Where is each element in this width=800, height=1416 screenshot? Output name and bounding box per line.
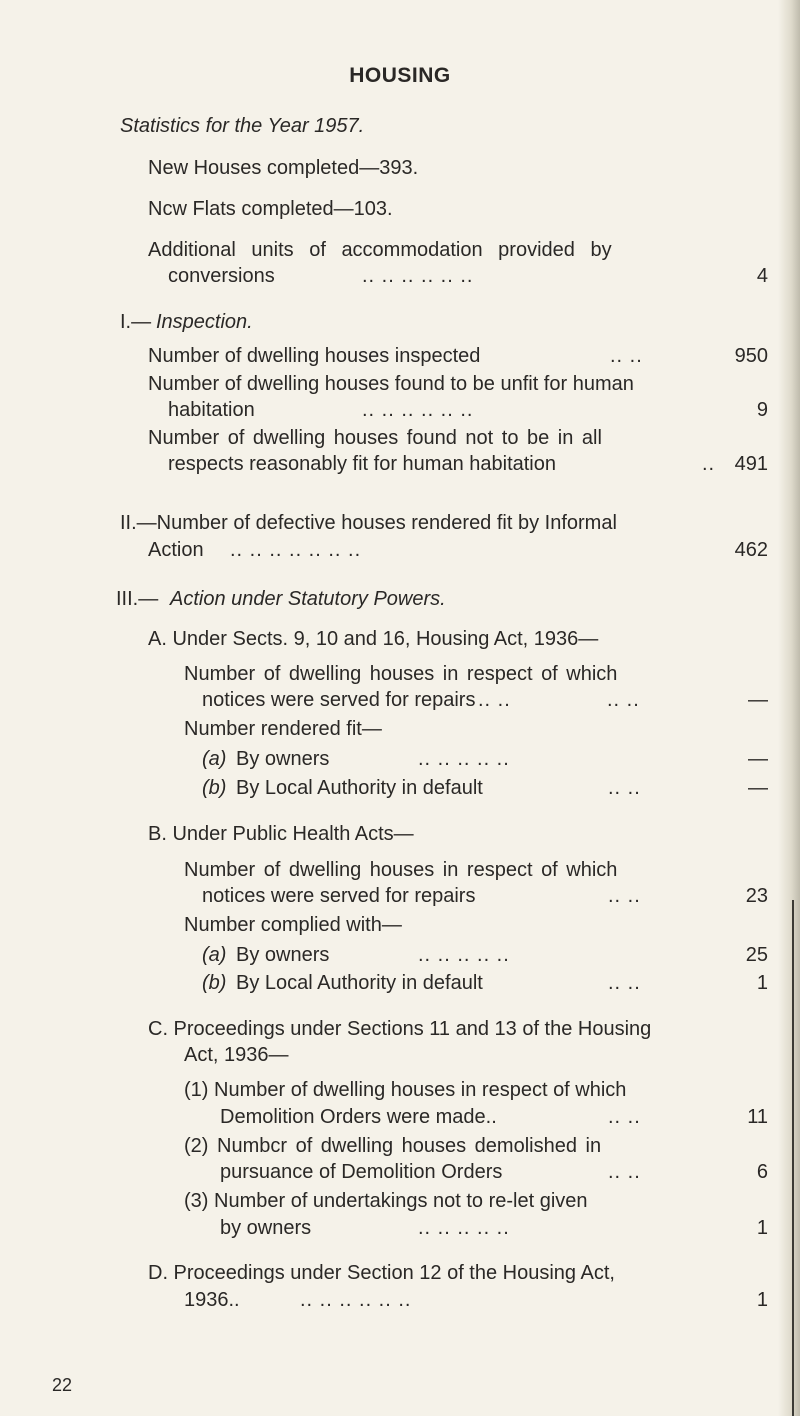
a-la-label: By Local Authority in default <box>236 777 483 799</box>
leader-dots: .. .. .. .. .. .. <box>362 265 474 287</box>
c3-text-2: by owners <box>220 1217 312 1239</box>
leader-dots: .. .. .. .. .. <box>418 944 510 966</box>
b-la-value: 1 <box>756 972 768 994</box>
inspection-heading: Inspection. <box>156 311 253 333</box>
c3-line-2 <box>0 1213 768 1243</box>
c3-value: 1 <box>756 1217 768 1239</box>
new-houses: New Houses completed—393. <box>148 157 419 179</box>
stats-heading-line <box>0 111 768 141</box>
unfit-value: 9 <box>756 399 768 421</box>
notfit-text-1: Number of dwelling houses found not to be in all <box>148 427 602 449</box>
c1-text-1: (1) Number of dwelling houses in respect of which <box>184 1079 627 1101</box>
leader-dots: .. .. <box>608 777 641 799</box>
leader-dots: .. .. <box>608 972 641 994</box>
b-owners-letter: (a) <box>202 944 227 966</box>
informal-text-1: II.—Number of defective houses rendered fit by Informal <box>120 512 617 534</box>
inspection-heading-line <box>0 307 768 337</box>
d-line-2 <box>0 1285 768 1315</box>
a-owners-letter: (a) <box>202 748 227 770</box>
page-number: 22 <box>52 1375 73 1395</box>
new-houses-line <box>0 153 768 183</box>
c-heading-text-2: Act, 1936— <box>184 1044 289 1066</box>
b-complied-label: Number complied with— <box>184 914 402 936</box>
a-heading-line <box>0 624 768 654</box>
notfit-text-2: respects reasonably fit for human habitation <box>168 453 556 475</box>
a-heading: A. Under Sects. 9, 10 and 16, Housing Act, 1936— <box>148 628 599 650</box>
b-heading: B. Under Public Health Acts— <box>148 823 414 845</box>
c-heading-text-1: C. Proceedings under Sections 11 and 13 of the Housing <box>148 1018 652 1040</box>
leader-dots-single: .. <box>702 453 716 475</box>
c-heading-line-2 <box>0 1040 768 1070</box>
notfit-value: 491 <box>734 453 768 475</box>
a-la-letter: (b) <box>202 777 227 799</box>
statutory-heading-num: III.— <box>116 588 159 610</box>
statutory-heading: Action under Statutory Powers. <box>170 588 446 610</box>
b-la-line <box>0 968 768 998</box>
leader-dots: .. .. <box>478 689 511 711</box>
stats-heading: Statistics for the Year 1957. <box>120 115 365 137</box>
b-notices-text-2: notices were served for repairs <box>202 885 476 907</box>
b-la-label: By Local Authority in default <box>236 972 483 994</box>
c2-value: 6 <box>756 1161 768 1183</box>
leader-dots: .. .. .. .. .. <box>418 1217 510 1239</box>
leader-dots: .. .. .. .. .. .. <box>300 1289 412 1311</box>
c3-text-1: (3) Number of undertakings not to re-let given <box>184 1190 588 1212</box>
inspected-value: 950 <box>734 345 768 367</box>
inspected-label: Number of dwelling houses inspected <box>148 345 481 367</box>
c1-text-2: Demolition Orders were made.. <box>220 1106 497 1128</box>
b-notices-value: 23 <box>745 885 768 907</box>
a-fit-label: Number rendered fit— <box>184 718 382 740</box>
b-owners-line <box>0 940 768 970</box>
a-notices-line-2 <box>0 685 768 715</box>
b-owners-label: By owners <box>236 944 330 966</box>
a-notices-value: — <box>748 689 768 711</box>
c2-line-2 <box>0 1157 768 1187</box>
informal-text-2: Action <box>148 539 204 561</box>
leader-dots: .. .. <box>610 345 643 367</box>
d-text-1: D. Proceedings under Section 12 of the Housing Act, <box>148 1262 615 1284</box>
b-owners-value: 25 <box>745 944 768 966</box>
c1-line-2 <box>0 1102 768 1132</box>
notfit-line-2 <box>0 449 768 479</box>
b-la-letter: (b) <box>202 972 227 994</box>
informal-line-1 <box>0 508 768 538</box>
informal-line-2 <box>0 535 768 565</box>
leader-dots: .. .. .. .. .. <box>418 748 510 770</box>
c1-value: 11 <box>747 1106 768 1128</box>
a-notices-text-2: notices were served for repairs <box>202 689 476 711</box>
additional-text-2: conversions <box>168 265 275 287</box>
b-notices-text-1: Number of dwelling houses in respect of which <box>184 859 618 881</box>
informal-value: 462 <box>734 539 768 561</box>
b-complied-line <box>0 910 768 940</box>
inspection-heading-num: I.— <box>120 311 152 333</box>
leader-dots: .. .. <box>608 885 641 907</box>
unfit-line-2 <box>0 395 768 425</box>
a-owners-label: By owners <box>236 748 330 770</box>
binding-line <box>792 900 794 1416</box>
d-text-2: 1936.. <box>184 1289 240 1311</box>
a-notices-text-1: Number of dwelling houses in respect of which <box>184 663 618 685</box>
c2-text-1: (2) Numbcr of dwelling houses demolished in <box>184 1135 602 1157</box>
a-fit-line <box>0 714 768 744</box>
leader-dots: .. .. <box>607 689 640 711</box>
leader-dots: .. .. .. .. .. .. .. <box>230 539 362 561</box>
a-la-value: — <box>748 777 768 799</box>
leader-dots: .. .. <box>608 1106 641 1128</box>
new-flats-line <box>0 194 768 224</box>
additional-value: 4 <box>756 265 768 287</box>
b-notices-line-2 <box>0 881 768 911</box>
a-owners-line <box>0 744 768 774</box>
leader-dots: .. .. <box>608 1161 641 1183</box>
inspected-line <box>0 341 768 371</box>
b-heading-line <box>0 819 768 849</box>
d-value: 1 <box>756 1289 768 1311</box>
leader-dots: .. .. .. .. .. .. <box>362 399 474 421</box>
c2-text-2: pursuance of Demolition Orders <box>220 1161 503 1183</box>
unfit-text-2: habitation <box>168 399 255 421</box>
a-owners-value: — <box>748 748 768 770</box>
d-line-1 <box>0 1258 768 1288</box>
unfit-text-1: Number of dwelling houses found to be unfit for human <box>148 373 634 395</box>
page-title: HOUSING <box>349 64 451 87</box>
page-edge-shadow <box>778 0 800 1416</box>
statutory-heading-line <box>0 584 768 614</box>
c3-line-1 <box>0 1186 768 1216</box>
c1-line-1 <box>0 1075 768 1105</box>
new-flats: Ncw Flats completed—103. <box>148 198 393 220</box>
additional-text-1: Additional units of accommodation provided by <box>148 239 612 261</box>
a-la-line <box>0 773 768 803</box>
additional-line-2 <box>0 261 768 291</box>
